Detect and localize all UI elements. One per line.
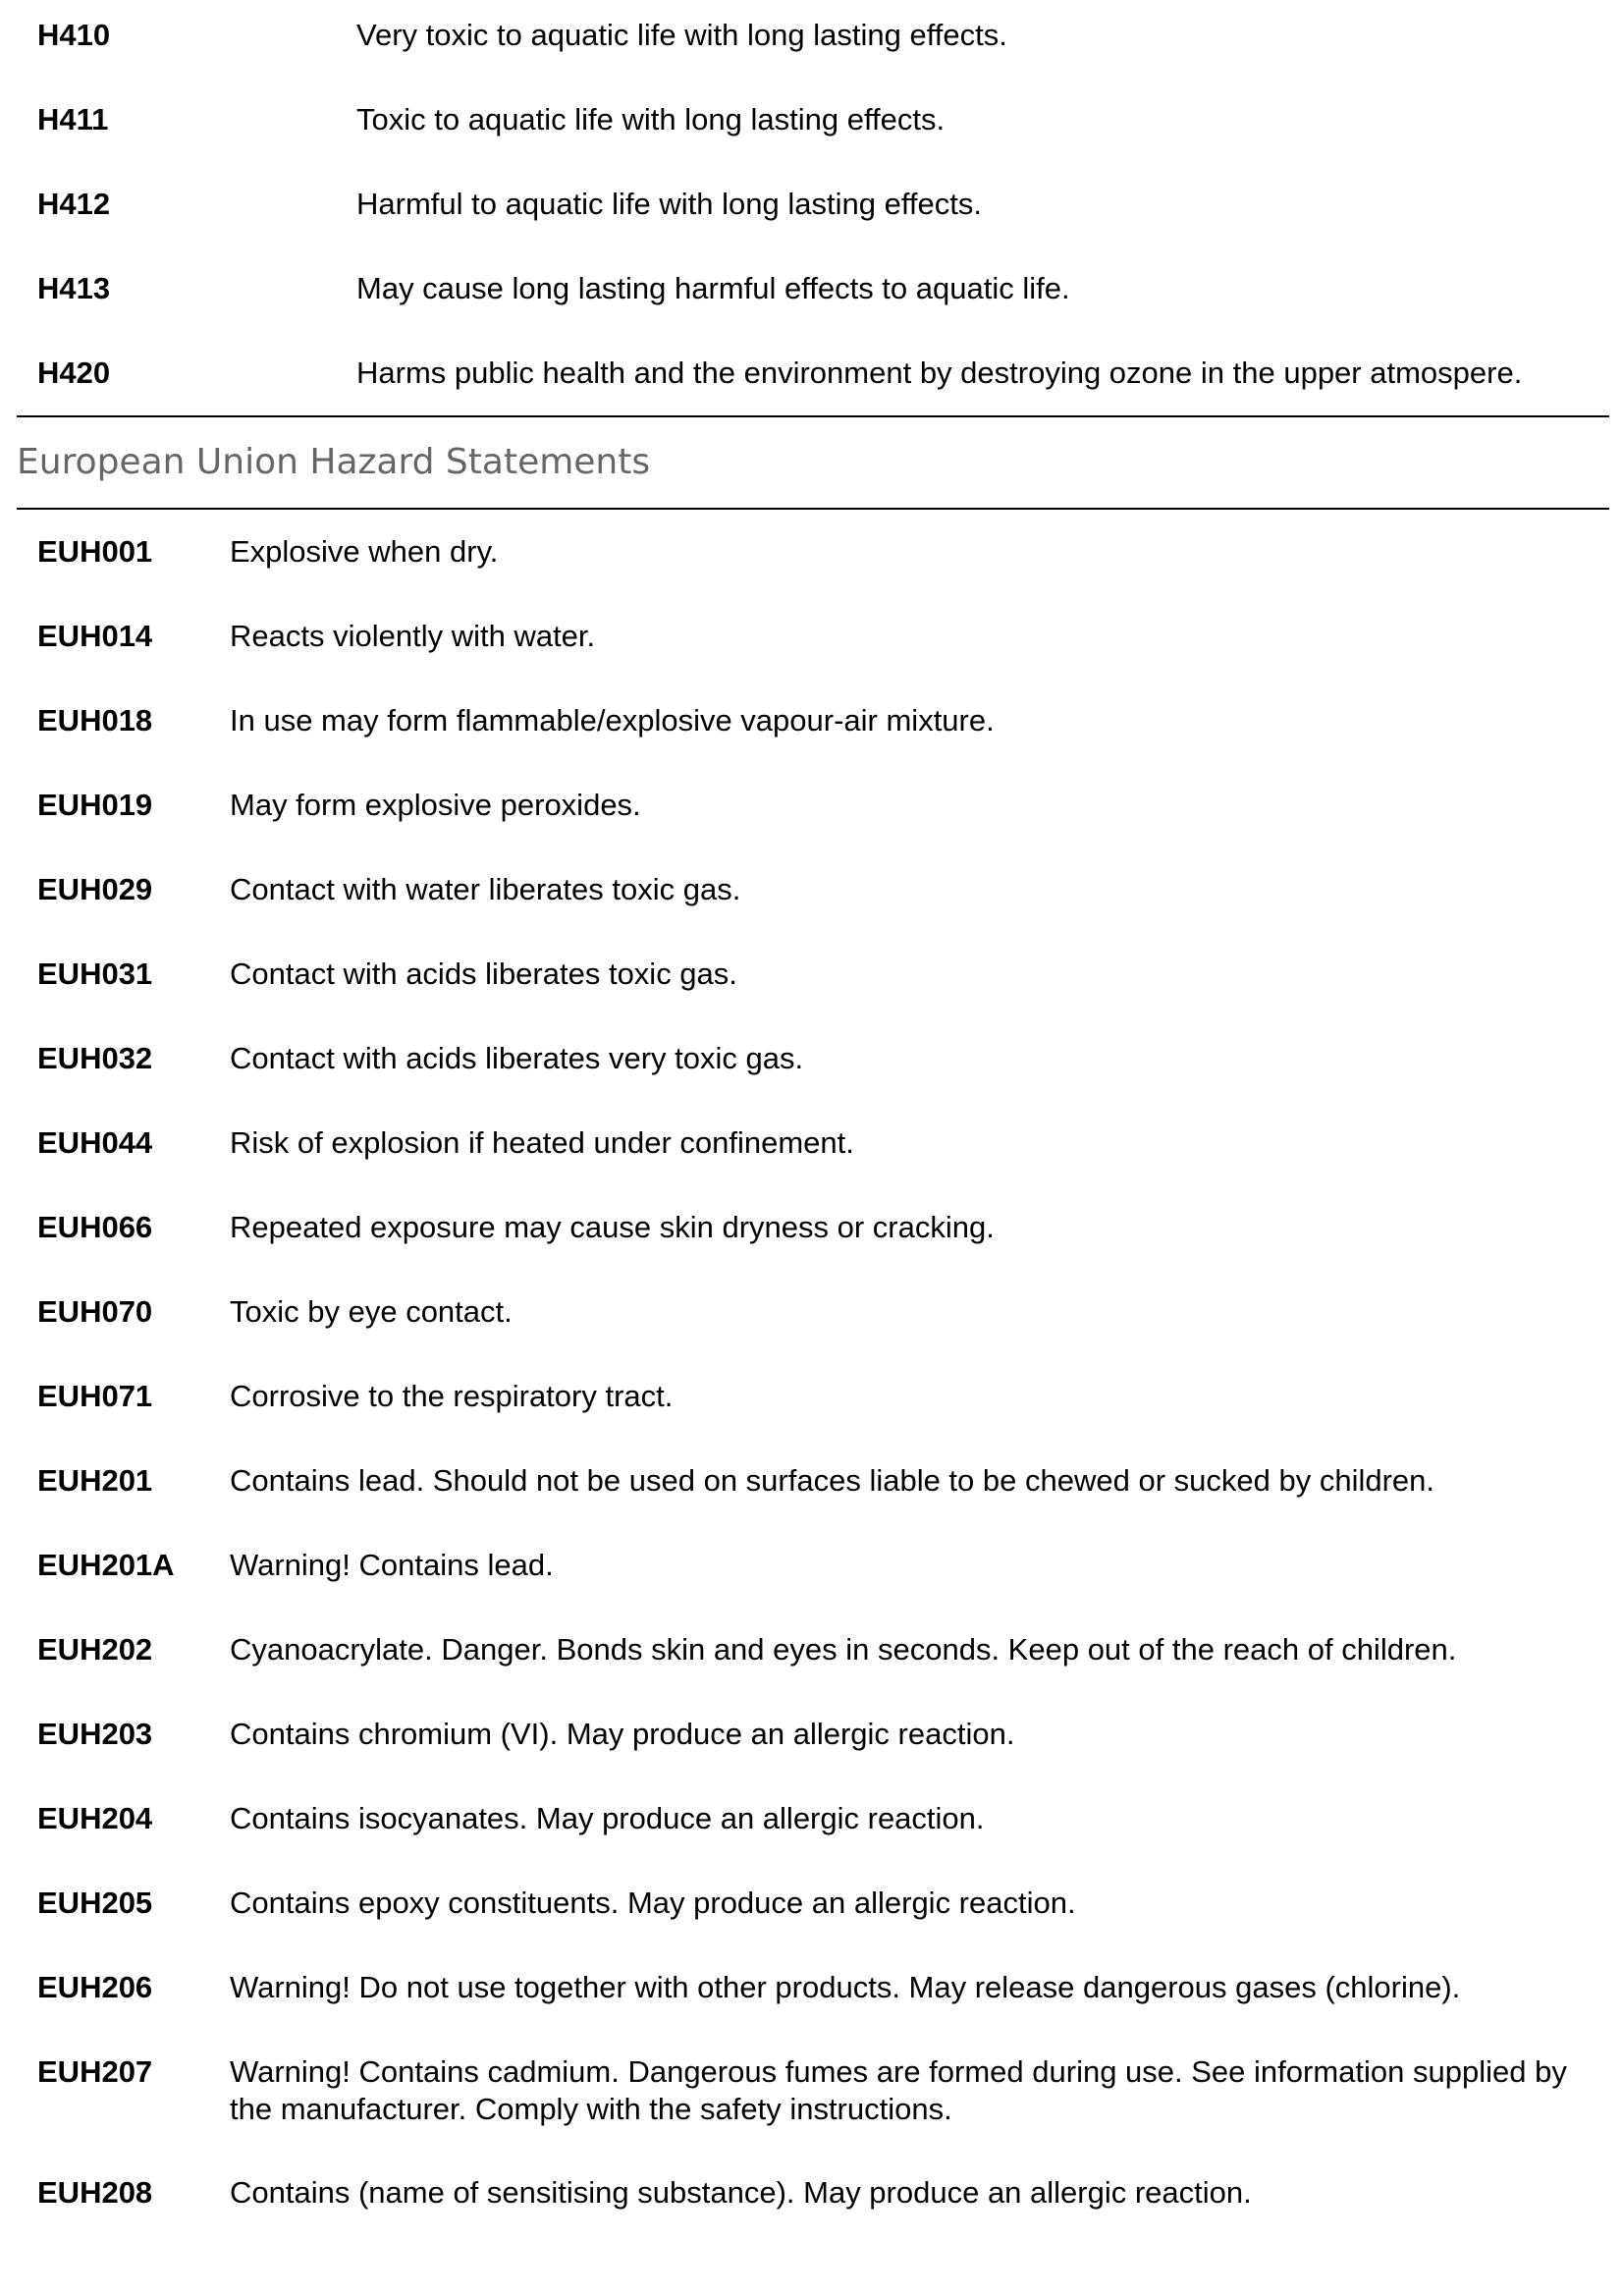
eu-hazard-code: EUH044 <box>37 1125 153 1160</box>
eu-hazard-code: EUH203 <box>37 1717 153 1751</box>
eu-hazard-text: Contact with acids liberates toxic gas. <box>230 957 737 991</box>
section-divider-bottom <box>17 508 1609 510</box>
hazard-text: May cause long lasting harmful effects to aquatic life. <box>356 271 1070 305</box>
hazard-text: Very toxic to aquatic life with long lasting effects. <box>356 18 1007 52</box>
eu-hazard-code: EUH071 <box>37 1379 153 1413</box>
eu-hazard-text: Contains lead. Should not be used on surfaces liable to be chewed or sucked by children. <box>230 1463 1434 1498</box>
eu-hazard-text: Cyanoacrylate. Danger. Bonds skin and eyes in seconds. Keep out of the reach of children. <box>230 1632 1457 1667</box>
eu-hazard-code: EUH019 <box>37 788 153 822</box>
hazard-code: H413 <box>37 271 111 305</box>
eu-hazard-text: Warning! Contains cadmium. Dangerous fumes are formed during use. See information supplied by the manufacturer. Comply with the safety instructions. <box>230 2054 1567 2126</box>
eu-hazard-code: EUH014 <box>37 619 153 653</box>
eu-hazard-code: EUH032 <box>37 1041 153 1075</box>
hazard-code: H410 <box>37 18 111 52</box>
eu-hazard-code: EUH066 <box>37 1210 153 1244</box>
eu-hazard-text: Contact with water liberates toxic gas. <box>230 872 741 906</box>
eu-hazard-code: EUH031 <box>37 957 153 991</box>
eu-hazard-code: EUH018 <box>37 703 153 738</box>
hazard-code: H411 <box>37 102 109 137</box>
eu-hazard-code: EUH001 <box>37 534 153 569</box>
eu-hazard-code: EUH202 <box>37 1632 153 1667</box>
eu-hazard-code: EUH070 <box>37 1294 153 1329</box>
eu-hazard-code: EUH207 <box>37 2054 153 2089</box>
section-title: European Union Hazard Statements <box>17 442 651 482</box>
eu-hazard-text: Risk of explosion if heated under confinement. <box>230 1125 854 1160</box>
eu-hazard-code: EUH208 <box>37 2175 153 2210</box>
eu-hazard-code: EUH205 <box>37 1886 153 1920</box>
eu-hazard-text: Toxic by eye contact. <box>230 1294 513 1329</box>
section-divider-top <box>17 415 1609 417</box>
hazard-text: Toxic to aquatic life with long lasting effects. <box>356 102 946 137</box>
eu-hazard-code: EUH206 <box>37 1970 153 2004</box>
eu-hazard-code: EUH201A <box>37 1548 175 1582</box>
eu-hazard-text: Contact with acids liberates very toxic gas. <box>230 1041 804 1075</box>
hazard-code: H420 <box>37 355 111 390</box>
eu-hazard-text: Contains isocyanates. May produce an allergic reaction. <box>230 1801 985 1835</box>
eu-hazard-text: Warning! Do not use together with other products. May release dangerous gases (chlorine). <box>230 1970 1461 2004</box>
hazard-code: H412 <box>37 187 111 221</box>
eu-hazard-text: Explosive when dry. <box>230 534 499 569</box>
eu-hazard-code: EUH201 <box>37 1463 153 1498</box>
eu-hazard-code: EUH029 <box>37 872 153 906</box>
eu-hazard-text: May form explosive peroxides. <box>230 788 641 822</box>
eu-hazard-text: Corrosive to the respiratory tract. <box>230 1379 674 1413</box>
eu-hazard-text: Reacts violently with water. <box>230 619 596 653</box>
eu-hazard-code: EUH204 <box>37 1801 153 1835</box>
hazard-text: Harmful to aquatic life with long lasting effects. <box>356 187 982 221</box>
hazard-text: Harms public health and the environment by destroying ozone in the upper atmospere. <box>356 355 1523 390</box>
eu-hazard-text: Repeated exposure may cause skin dryness or cracking. <box>230 1210 995 1244</box>
eu-hazard-text: Warning! Contains lead. <box>230 1548 554 1582</box>
eu-hazard-text: Contains epoxy constituents. May produce an allergic reaction. <box>230 1886 1076 1920</box>
eu-hazard-text: Contains chromium (VI). May produce an allergic reaction. <box>230 1717 1015 1751</box>
eu-hazard-text: Contains (name of sensitising substance). May produce an allergic reaction. <box>230 2175 1252 2210</box>
eu-hazard-text: In use may form flammable/explosive vapour-air mixture. <box>230 703 995 738</box>
